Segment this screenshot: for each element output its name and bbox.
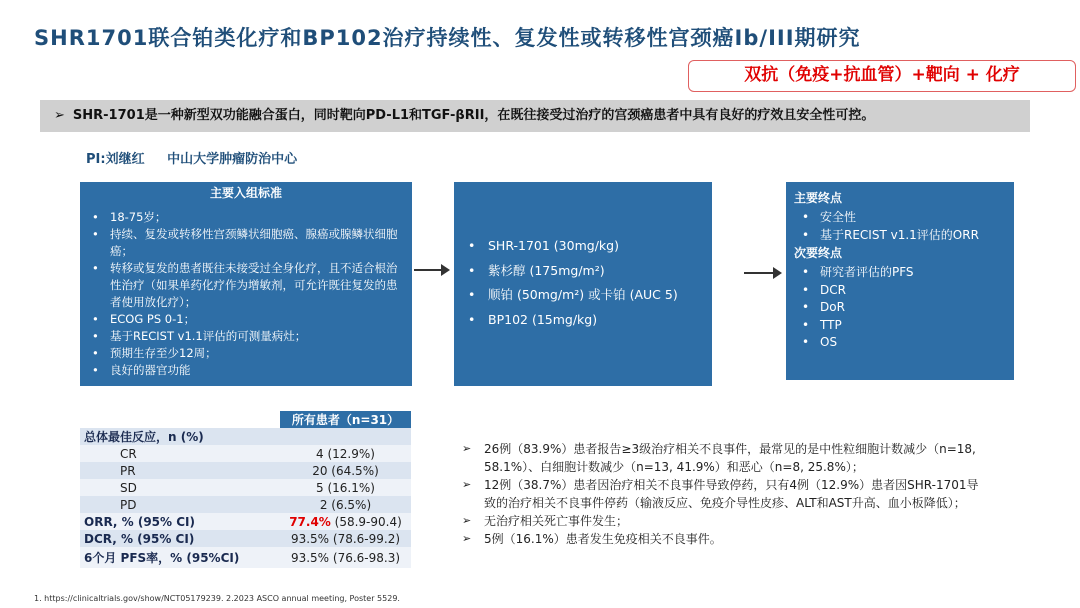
row-label: PR — [80, 462, 280, 479]
pi-institution: 中山大学肿瘤防治中心 — [167, 152, 298, 167]
summary-banner — [40, 100, 1030, 132]
pi-info — [86, 148, 315, 167]
finding-item: ➢ 12例（38.7%）患者因治疗相关不良事件导致停药，只有4例（12.9%）患者因SHR-1701导致的治疗相关不良事件停药（输液反应、免疫介导性皮疹、ALT和AST升高、血小板降低）； — [462, 476, 982, 512]
list-item: • ECOG PS 0-1； — [86, 311, 406, 328]
row-label: 6个月 PFS率，% (95%CI) — [80, 547, 280, 568]
safety-findings — [462, 440, 982, 548]
row-value: 4 (12.9%) — [280, 445, 411, 462]
list-item: • 良好的器官功能 — [86, 362, 406, 379]
table-row — [80, 547, 411, 568]
arrow-bullet-icon: ➢ — [54, 108, 65, 123]
row-value — [280, 513, 411, 530]
row-label: CR — [80, 445, 280, 462]
orr-highlight: 77.4% — [289, 514, 331, 529]
table-row — [80, 530, 411, 547]
treatment-box — [454, 182, 712, 386]
row-value: 93.5% (78.6-99.2) — [280, 530, 411, 547]
list-item: • 预期生存至少12周； — [86, 345, 406, 362]
list-item: • BP102 (15mg/kg) — [462, 308, 702, 333]
finding-item: ➢ 无治疗相关死亡事件发生； — [462, 512, 982, 530]
row-value: 2 (6.5%) — [280, 496, 411, 513]
pi-name: PI:刘继红 — [86, 152, 145, 167]
list-item: • 安全性 — [796, 209, 1006, 227]
list-item: • SHR-1701 (30mg/kg) — [462, 234, 702, 259]
inclusion-header: 主要入组标准 — [209, 186, 282, 200]
row-value: 93.5% (76.6-98.3) — [280, 547, 411, 568]
list-item: • DoR — [796, 299, 1006, 317]
list-item: • OS — [796, 334, 1006, 352]
treatment-list — [462, 234, 702, 332]
row-label: 总体最佳反应，n (%) — [80, 428, 280, 445]
table-header: 所有患者（n=31） — [280, 411, 411, 428]
table-row — [80, 496, 411, 513]
row-value — [280, 428, 411, 445]
table-row — [80, 513, 411, 530]
row-label: ORR, % (95% CI) — [80, 513, 280, 530]
row-label: DCR, % (95% CI) — [80, 530, 280, 547]
list-item: • DCR — [796, 282, 1006, 300]
inclusion-criteria-box — [80, 182, 412, 386]
list-item: • 18-75岁； — [86, 209, 406, 226]
table-row — [80, 462, 411, 479]
finding-item: ➢ 5例（16.1%）患者发生免疫相关不良事件。 — [462, 530, 982, 548]
list-item: • 研究者评估的PFS — [796, 264, 1006, 282]
secondary-endpoints-list — [796, 264, 1006, 352]
list-item: • 持续、复发或转移性宫颈鳞状细胞癌、腺癌或腺鳞状细胞癌； — [86, 226, 406, 260]
row-value: 5 (16.1%) — [280, 479, 411, 496]
list-item: • 顺铂 (50mg/m²) 或卡铂 (AUC 5) — [462, 283, 702, 308]
regimen-tag: 双抗（免疫+抗血管）+靶向 + 化疗 — [688, 60, 1076, 92]
list-item: • 转移或复发的患者既往未接受过全身化疗，且不适合根治性治疗（如果单药化疗作为增敏剂，可允许既往复发的患者使用放化疗）； — [86, 260, 406, 311]
arrow-right-icon — [414, 269, 448, 271]
orr-ci: (58.9-90.4) — [330, 514, 402, 529]
primary-endpoints-header: 主要终点 — [794, 191, 843, 205]
table-header-empty — [80, 411, 280, 428]
secondary-endpoints-header: 次要终点 — [794, 246, 843, 260]
row-label: SD — [80, 479, 280, 496]
table-row — [80, 479, 411, 496]
table-header-row — [80, 411, 411, 428]
primary-endpoints-list — [796, 209, 1006, 244]
row-value: 20 (64.5%) — [280, 462, 411, 479]
summary-text: SHR-1701是一种新型双功能融合蛋白，同时靶向PD-L1和TGF-βRII，在既往接受过治疗的宫颈癌患者中具有良好的疗效且安全性可控。 — [72, 108, 875, 123]
list-item: • 基于RECIST v1.1评估的ORR — [796, 227, 1006, 245]
inclusion-list — [86, 209, 406, 379]
finding-item: ➢ 26例（83.9%）患者报告≥3级治疗相关不良事件，最常见的是中性粒细胞计数减少（n=18, 58.1%）、白细胞计数减少（n=13, 41.9%）和恶心（n=8, 25.8%）； — [462, 440, 982, 476]
list-item: • 基于RECIST v1.1评估的可测量病灶； — [86, 328, 406, 345]
endpoints-box — [786, 182, 1014, 380]
table-row — [80, 445, 411, 462]
list-item: • 紫杉醇 (175mg/m²) — [462, 259, 702, 284]
results-table — [80, 411, 411, 568]
footnote: 1. https://clinicaltrials.gov/show/NCT05179239. 2.2023 ASCO annual meeting, Poster 5529. — [34, 594, 400, 603]
row-label: PD — [80, 496, 280, 513]
arrow-right-icon — [744, 272, 780, 274]
page-title: SHR1701联合铂类化疗和BP102治疗持续性、复发性或转移性宫颈癌Ib/III期研究 — [34, 26, 861, 50]
list-item: • TTP — [796, 317, 1006, 335]
table-row — [80, 428, 411, 445]
